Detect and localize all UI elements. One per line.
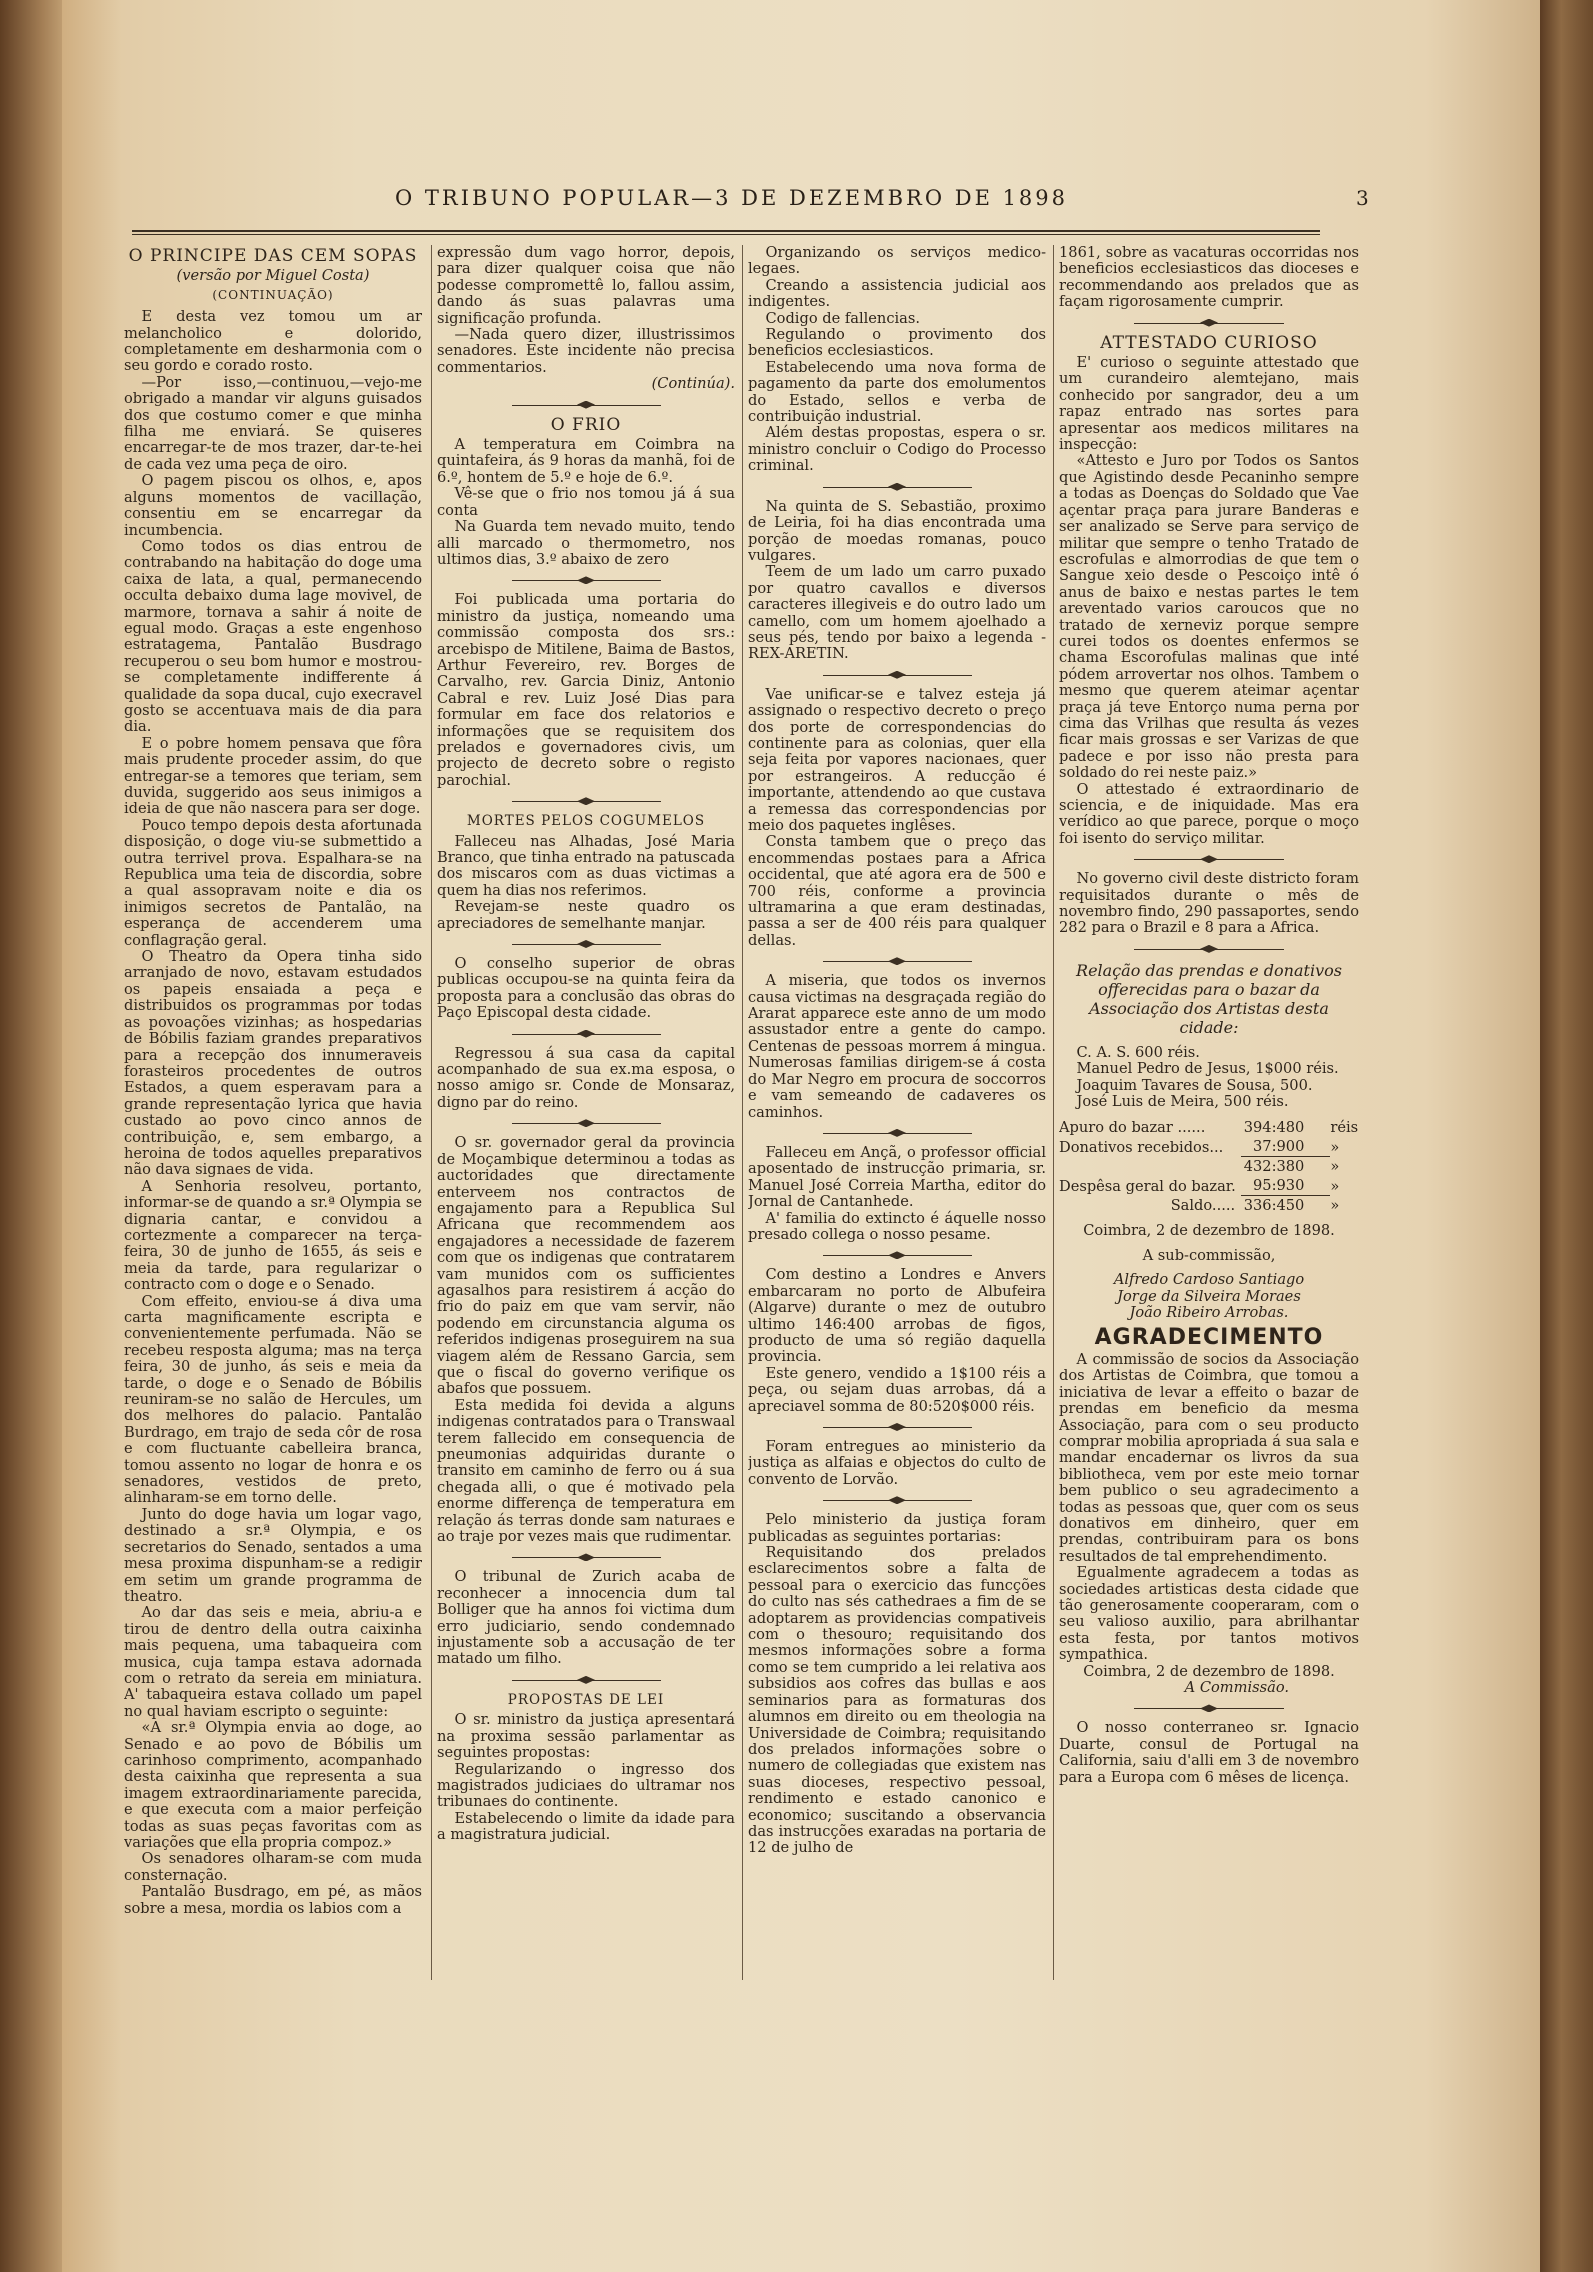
table-row xyxy=(1059,1137,1359,1157)
separator-ornament xyxy=(437,1117,735,1129)
column-divider xyxy=(742,245,743,1980)
paragraph: Os senadores olharam-se com muda consternação. xyxy=(124,1850,422,1884)
paragraph: E desta vez tomou um ar melancholico e dolorido, completamente em desharmonia com o seu gordo e corado rosto. xyxy=(124,308,422,375)
paragraph: Pouco tempo depois desta afortunada disposição, o doge viu-se submettido a outra terrivel prova. Espalhara-se na Republica uma teia de discordia, sobre a qual assopravam noite e dia os inimigos secretos de Pantalão, na esperança de accenderem uma conflagração geral. xyxy=(124,816,422,949)
paragraph: A commissão de socios da Associação dos Artistas de Coimbra, que tomou a iniciativa de levar a effeito o bazar de prendas em beneficio da mesma Associação, para com o seu producto comprar mobilia apropriada á sua sala e mandar encadernar os livros da sua bibliotheca, vem por este meio tornar bem publico o seu agradecimento a todas as pessoas que, quer com os seus donativos em dinheiro, quer em prendas, contribuiram para os bons resultados de tal emprehendimento. xyxy=(1059,1350,1359,1565)
account-label xyxy=(1059,1157,1241,1177)
paragraph: Além destas propostas, espera o sr. ministro concluir o Codigo do Processo criminal. xyxy=(748,424,1046,475)
paragraph: Esta medida foi devida a alguns indigenas contratados para o Transwaal terem fallecido em consequencia de pneumonias adquiridas durante o transito em caminho de ferro ou á sua chegada alli, o que é motivado pela enorme differença de temperatura em relação ás terras donde sam naturaes e ao traje por vezes mais que rudimentar. xyxy=(437,1396,735,1546)
accounts-table xyxy=(1059,1118,1359,1215)
paragraph: Creando a assistencia judicial aos indigentes. xyxy=(748,276,1046,311)
column-divider xyxy=(431,245,432,1980)
paragraph: Foi publicada uma portaria do ministro da justiça, nomeando uma commissão composta dos srs.: arcebispo de Mitilene, Baima de Bastos, Arthur Fevereiro, rev. Borges de Carvalho, rev. Garcia Diniz, Antonio Cabral e rev. Luiz José Dias para formular em face dos relatorios e informações que se requisitem dos prelados e governadores civis, um projecto de decreto sobre o registo parochial. xyxy=(437,591,735,789)
column-3 xyxy=(748,245,1046,1985)
section-title: MORTES PELOS COGUMELOS xyxy=(466,813,706,830)
paragraph: E o pobre homem pensava que fôra mais prudente proceder assim, do que entregar-se a temores que teriam, sem duvida, suggerido aos seus inimigos a ideia de que não nascera para ser doge. xyxy=(124,734,422,818)
donor-line: Joaquim Tavares de Sousa, 500. xyxy=(1076,1076,1313,1094)
account-value: 95:930 xyxy=(1241,1176,1330,1196)
separator-ornament xyxy=(437,1028,735,1040)
table-row xyxy=(1059,1176,1359,1196)
header-rule-thin xyxy=(132,234,1320,235)
paragraph: Vae unificar-se e talvez esteja já assignado o respectivo decreto o preço dos porte de correspondencias do continente para as colonias, quer ella seja feita por vapores nacionaes, quer por estrangeiros. A reducção é importante, attendendo ao que custava a remessa das correspondencias por meio dos paquetes inglêses. xyxy=(748,685,1046,834)
separator-ornament xyxy=(437,938,735,950)
paragraph: Como todos os dias entrou de contrabando na habitação do doge uma caixa de lata, a qual, permanecendo occulta debaixo duma lage movivel, de marmore, tornava a sahir á noite de egual modo. Graças a este engenhoso estratagema, Pantalão Busdrago recuperou o seu bom humor e mostrou-se completamente indifferente á qualidade da sopa ducal, cujo execravel gosto se accentuava mais de dia para dia. xyxy=(124,537,422,736)
paragraph: O conselho superior de obras publicas occupou-se na quinta feira da proposta para a conclusão das obras do Paço Episcopal desta cidade. xyxy=(437,955,735,1022)
column-2 xyxy=(437,245,735,1985)
table-row xyxy=(1059,1157,1359,1177)
paragraph: Regressou á sua casa da capital acompanhado de sua ex.ma esposa, o nosso amigo sr. Conde de Monsaraz, digno par do reino. xyxy=(437,1044,735,1111)
separator-ornament xyxy=(748,481,1046,493)
section-title: O FRIO xyxy=(550,414,622,435)
paragraph: Teem de um lado um carro puxado por quatro cavallos e diversos caracteres illegiveis e do outro lado um camello, com um homem ajoelhado a seus pés, tendo por baixo a legenda - REX-ARETIN. xyxy=(748,563,1046,663)
account-label: Donativos recebidos... xyxy=(1059,1138,1224,1156)
account-value: 394:480 xyxy=(1243,1119,1305,1137)
paragraph: Pantalão Busdrago, em pé, as mãos sobre a mesa, mordia os labios com a xyxy=(124,1883,422,1917)
account-label: Saldo..... xyxy=(1170,1197,1236,1215)
account-unit: » xyxy=(1330,1138,1340,1156)
paragraph: Na Guarda tem nevado muito, tendo alli marcado o thermometro, nos ultimos dias, 3.º abaixo de zero xyxy=(437,518,735,568)
book-binding xyxy=(1540,0,1593,2272)
separator-ornament xyxy=(1059,853,1359,865)
background-left xyxy=(0,0,70,2272)
separator-ornament xyxy=(1059,943,1359,955)
column-divider xyxy=(1053,245,1054,1980)
paragraph: Organizando os serviços medico-legaes. xyxy=(748,245,1046,278)
header-rule xyxy=(132,230,1320,232)
paragraph: Vê-se que o frio nos tomou já á sua conta xyxy=(437,485,735,519)
paragraph: O attestado é extraordinario de sciencia, e de iniquidade. Mas era verídico ao que parece, porque o moço foi isento do serviço militar. xyxy=(1059,780,1359,847)
paragraph: O sr. governador geral da provincia de Moçambique determinou a todas as auctoridades que directamente enterveem nos contractos de engajamento para a Republica Sul Africana que recommendem aos engajadores a necessidade de fazerem com que os indigenas que contratarem vam munidos com os sufficientes agasalhos para resistirem á acção do frio do paiz em que vam servir, não podendo em circunstancia alguma os referidos indigenas proseguirem na sua viagem além de Ressano Garcia, sem que o fiscal do governo verifique os abafos que possuem. xyxy=(437,1134,735,1398)
paragraph: Estabelecendo uma nova forma de pagamento da parte dos emolumentos do Estado, sellos e verba de contribuição industrial. xyxy=(748,358,1046,426)
account-unit: » xyxy=(1330,1197,1340,1215)
paragraph: No governo civil deste districto foram requisitados durante o mês de novembro findo, 290 passaportes, sendo 282 para o Brazil e 8 para a Africa. xyxy=(1059,870,1359,937)
separator-ornament xyxy=(1059,317,1359,329)
paragraph: E' curioso o seguinte attestado que um curandeiro alemtejano, mais conhecido por sangrador, deu a um rapaz entrado nas sortes para apresentar aos medicos militares na inspecção: xyxy=(1059,354,1359,454)
paragraph: expressão dum vago horror, depois, para dizer qualquer coisa que não podesse compromettê lo, fallou assim, dando ás suas palavras uma significação profunda. xyxy=(437,245,735,327)
account-value: 37:900 xyxy=(1241,1137,1330,1157)
paragraph: Codigo de fallencias. xyxy=(765,309,921,327)
separator-ornament xyxy=(437,574,735,586)
signatory: Jorge da Silveira Moraes xyxy=(1117,1287,1301,1305)
signature: A Commissão. xyxy=(1184,1679,1289,1697)
paragraph: O Theatro da Opera tinha sido arranjado de novo, estavam estudados os papeis ensaiada a peça e distribuidos os programmas por todas as povoações vizinhas; as hospedarias de Bóbilis faziam grandes preparativos para a recepção dos innumeraveis forasteiros procedentes de outros Estados, a quem esperavam para a grande representação lyrica que havia custado ao povo cinco annos de contribuição, e, sem embargo, a heroina de todos aquelles preparativos não dava signaes de vida. xyxy=(124,948,422,1179)
separator-ornament xyxy=(437,1551,735,1563)
paragraph: Falleceu em Ançã, o professor official aposentado de instrucção primaria, sr. Manuel José Correia Martha, editor do Jornal de Cantanhede. xyxy=(748,1143,1046,1211)
account-label: Despêsa geral do bazar. xyxy=(1059,1177,1236,1195)
column-4 xyxy=(1059,245,1359,1985)
paragraph: Pelo ministerio da justiça foram publicadas as seguintes portarias: xyxy=(748,1511,1046,1545)
masthead-title: O TRIBUNO POPULAR—3 DE DEZEMBRO DE 1898 xyxy=(395,186,1069,210)
paragraph: Ao dar das seis e meia, abriu-a e tirou de dentro della outra caixinha mais pequena, uma tabaqueira com musica, cuja tampa estava adornada com o retrato da sereia em miniatura. A' tabaqueira estava collado um papel no qual haviam escripto o seguinte: xyxy=(124,1604,422,1720)
paragraph: Foram entregues ao ministerio da justiça as alfaias e objectos do culto de convento de Lorvão. xyxy=(748,1438,1046,1488)
account-value: 432:380 xyxy=(1243,1158,1305,1176)
paragraph: Com destino a Londres e Anvers embarcaram no porto de Albufeira (Algarve) durante o mez de outubro ultimo 146:400 arrobas de figos, producto de uma só região daquella provincia. xyxy=(748,1266,1046,1366)
paragraph: 1861, sobre as vacaturas occorridas nos beneficios ecclesiasticos das dioceses e recommendando aos prelados que as façam rigorosamente cumprir. xyxy=(1059,245,1359,311)
section-title: Relação das prendas e donativos offerecidas para o bazar da Associação dos Artistas desta cidade: xyxy=(1076,960,1342,1037)
separator-ornament xyxy=(748,1421,1046,1433)
paragraph: Este genero, vendido a 1$100 réis a peça, ou sejam duas arrobas, dá a apreciavel somma de 80:520$000 réis. xyxy=(748,1364,1046,1415)
account-unit: réis xyxy=(1330,1119,1359,1137)
paragraph: Regularizando o ingresso dos magistrados judiciaes do ultramar nos tribunaes do continente. xyxy=(437,1760,735,1811)
paragraph: Requisitando dos prelados esclarecimentos sobre a falta de pessoal para o exercicio das funcções do culto nas sés cathedraes a fim de se adoptarem as providencias compativeis com o thesouro; requisitando dos mesmos informações sobre a forma como se tem cumprido a lei relativa aos subsidios aos cofres das bullas e aos seminarios para as formaturas dos alumnos em direito ou em theologia na Universidade de Coimbra; requisitando dos prelados informações sobre o numero de collegiadas que existem nas suas dioceses, respectivo pessoal, rendimento e estado canonico e economico; suscitando a observancia das instrucções exaradas na portaria de 12 de julho de xyxy=(748,1544,1046,1857)
paragraph: O tribunal de Zurich acaba de reconhecer a innocencia dum tal Bolliger que ha annos foi victima dum erro judiciario, sendo condemnado injustamente sob a accusação de ter matado um filho. xyxy=(437,1568,735,1668)
paragraph: Com effeito, enviou-se á diva uma carta magnificamente escripta e convenientemente perfumada. Não se recebeu resposta alguma; mas na terça feira, 30 de junho, ás seis e meia da tarde, o doge e o Senado de Bóbilis reuniram-se no salão de Hercules, um dos melhores do palacio. Pantalão Burdrago, em trajo de seda côr de rosa e com fluctuante cabelleira branca, tomou assento no logar de honra e os senadores, vestidos de preto, alinharam-se em torno delle. xyxy=(124,1292,422,1507)
paragraph: Consta tambem que o preço das encommendas postaes para a Africa occidental, que até agora era de 500 e 700 réis, conforme a provincia ultramarina a que eram destinadas, passa a ser de 400 réis para qualquer dellas. xyxy=(748,833,1046,949)
paragraph: A miseria, que todos os invernos causa victimas na desgraçada região do Ararat apparece este anno de um modo assustador entre a gente do campo. Centenas de pessoas morrem á mingua. Numerosas familias dirigem-se á costa do Mar Negro em procura de soccorros e vam semeando de cadaveres os caminhos. xyxy=(748,972,1046,1121)
table-row xyxy=(1059,1196,1359,1216)
signatory: João Ribeiro Arrobas. xyxy=(1129,1304,1289,1322)
paragraph: A temperatura em Coimbra na quintafeira, ás 9 horas da manhã, foi de 6.º, hontem de 5.º e hoje de 6.º. xyxy=(437,436,735,486)
paragraph: A Senhoria resolveu, portanto, informar-se de quando a sr.ª Olympia se dignaria cantar, e convidou a cortezmente a comparecer na terça-feira, 30 de junho de 1655, ás seis e meia da tarde, para regularizar o contracto com o doge e o Senado. xyxy=(124,1177,422,1294)
paragraph: —Nada quero dizer, illustrissimos senadores. Este incidente não precisa commentarios. xyxy=(437,326,735,376)
paragraph: Na quinta de S. Sebastião, proximo de Leiria, foi ha dias encontrada uma porção de moedas romanas, pouco vulgares. xyxy=(748,497,1046,564)
paragraph: O sr. ministro da justiça apresentará na proxima sessão parlamentar as seguintes propostas: xyxy=(437,1711,735,1762)
continua-label: (Continúa). xyxy=(651,375,735,393)
separator-ornament xyxy=(748,1494,1046,1506)
paragraph: A' familia do extincto é áquelle nosso presado collega o nosso pesame. xyxy=(748,1209,1046,1243)
paragraph: «Attesto e Juro por Todos os Santos que Agistindo desde Pecaninho sempre a todas as Doenças do Soldado que Vae açentar praça para jurare Banderas e ser analizado se Serve para serviço de militar que sempre o tenho Tratado de escrofulas e almorrodias de que tem o Sangue xeio desde o Pescoiço intê ó anus de baixo e nestas partes le tem areventado varios caroucos que no tratado de xerneviz porque sempre curei todos os doentes enfermos se chama Escorofulas malinas que inté pódem arrovertar nos olhos. Tambem o mesmo que querem ateimar açentar praça já teve Entorço numa perna por cima das Vrilhas que resulta ás vezes ficar mais grossas e ser Varizas de que padece e por isso não presta para soldado do rei neste paiz.» xyxy=(1059,452,1359,782)
paragraph: Junto do doge havia um logar vago, destinado a sr.ª Olympia, e os secretarios do Senado, sentados a uma mesa proxima dispunham-se a redigir em setim um grande programma de theatro. xyxy=(124,1505,422,1605)
article-title: O PRINCIPE DAS CEM SOPAS xyxy=(128,246,418,266)
date-line: Coimbra, 2 de dezembro de 1898. xyxy=(1083,1222,1335,1240)
separator-ornament xyxy=(748,669,1046,681)
paragraph: Estabelecendo o limite da idade para a magistratura judicial. xyxy=(437,1809,735,1844)
paragraph: —Por isso,—continuou,—vejo-me obrigado a mandar vir alguns guisados dos que costumo comer e que minha filha me enviará. Se quiseres encarregar-te de mos trazer, dar-te-hei de cada vez uma peça de oiro. xyxy=(124,373,422,473)
page-number: 3 xyxy=(1356,186,1369,210)
section-title: ATTESTADO CURIOSO xyxy=(1100,332,1318,353)
paragraph: O pagem piscou os olhos, e, apos alguns momentos de vacillação, consentiu em se encarregar da incumbencia. xyxy=(124,472,422,539)
separator-ornament xyxy=(1059,1702,1359,1714)
paragraph: Regulando o provimento dos beneficios ecclesiasticos. xyxy=(748,326,1046,360)
donor-line: José Luis de Meira, 500 réis. xyxy=(1076,1093,1289,1111)
signature-heading: A sub-commissão, xyxy=(1142,1246,1276,1264)
separator-ornament xyxy=(748,955,1046,967)
section-title: AGRADECIMENTO xyxy=(1094,1324,1324,1350)
separator-ornament xyxy=(437,1674,735,1686)
paragraph: O nosso conterraneo sr. Ignacio Duarte, consul de Portugal na California, saiu d'alli em 3 de novembro para a Europa com 6 mêses de licença. xyxy=(1059,1719,1359,1786)
date-line: Coimbra, 2 de dezembro de 1898. xyxy=(1083,1662,1335,1680)
separator-ornament xyxy=(437,399,735,411)
paragraph: Falleceu nas Alhadas, José Maria Branco, que tinha entrado na patuscada dos miscaros com as duas victimas a quem ha dias nos referimos. xyxy=(437,832,735,899)
article-byline: (versão por Miguel Costa) xyxy=(176,267,370,285)
paragraph: Egualmente agradecem a todas as sociedades artisticas desta cidade que tão generosamente cooperaram, com o seu valioso auxilio, para abrilhantar esta festa, por tantos motivos sympathica. xyxy=(1059,1564,1359,1664)
account-label: Apuro do bazar ...... xyxy=(1059,1119,1206,1137)
separator-ornament xyxy=(748,1249,1046,1261)
donor-line: Manuel Pedro de Jesus, 1$000 réis. xyxy=(1076,1060,1339,1078)
donor-line: C. A. S. 600 réis. xyxy=(1076,1043,1200,1061)
column-1 xyxy=(124,245,422,1985)
paragraph: Revejam-se neste quadro os apreciadores de semelhante manjar. xyxy=(437,898,735,932)
separator-ornament xyxy=(437,795,735,807)
account-unit: » xyxy=(1330,1158,1340,1176)
section-title: PROPOSTAS DE LEI xyxy=(507,1691,665,1708)
continuation-label: (CONTINUAÇÃO) xyxy=(212,287,334,302)
account-value: 336:450 xyxy=(1243,1197,1305,1215)
table-row xyxy=(1059,1118,1359,1137)
separator-ornament xyxy=(748,1127,1046,1139)
signatory: Alfredo Cardoso Santiago xyxy=(1113,1271,1305,1289)
paragraph: «A sr.ª Olympia envia ao doge, ao Senado e ao povo de Bóbilis um carinhoso comprimento, acompanhado desta caixinha que representa a sua imagem extraordinariamente parecida, e que executa com a maior perfeição todas as suas peças favoritas com as variações que ella propria compoz.» xyxy=(124,1719,422,1851)
account-unit: » xyxy=(1330,1177,1340,1195)
